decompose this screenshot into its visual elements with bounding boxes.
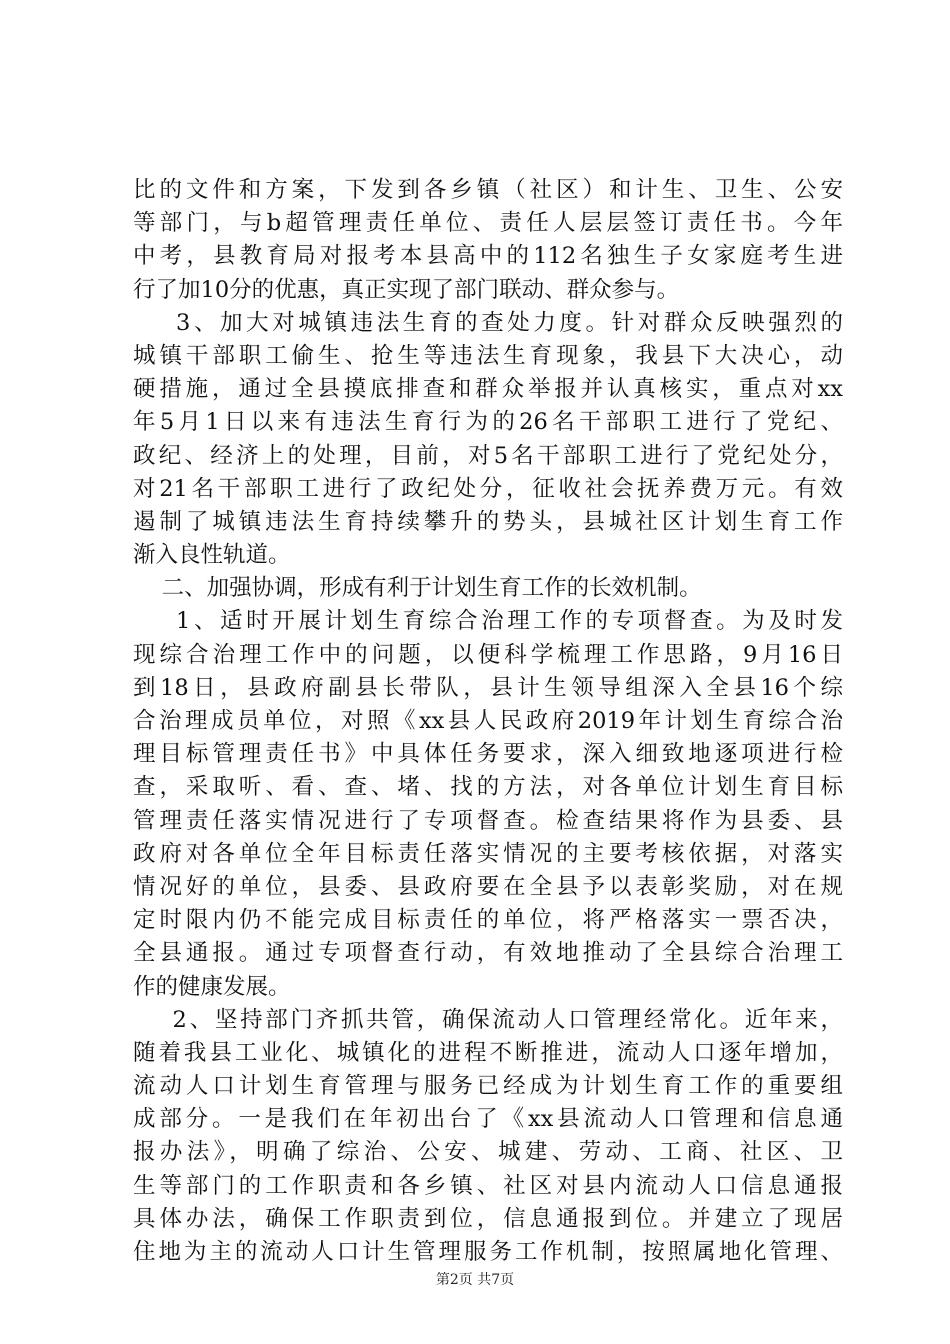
text-line: 到18日，县政府副县长带队，县计生领导组深入全县16个综 bbox=[133, 674, 843, 701]
text-line: 管理责任落实情况进行了专项督查。检查结果将作为县委、县 bbox=[133, 807, 843, 834]
text-line: 对21名干部职工进行了政纪处分，征收社会抚养费万元。有效 bbox=[133, 475, 843, 502]
text-line: 1、适时开展计划生育综合治理工作的专项督查。为及时发 bbox=[133, 608, 843, 635]
text-line: 理目标管理责任书》中具体任务要求，深入细致地逐项进行检 bbox=[133, 741, 843, 768]
text-line: 随着我县工业化、城镇化的进程不断推进，流动人口逐年增加， bbox=[133, 1039, 843, 1066]
text-line: 渐入良性轨道。 bbox=[133, 542, 291, 569]
text-line: 中考，县教育局对报考本县高中的112名独生子女家庭考生进 bbox=[133, 243, 843, 270]
text-line: 二、加强协调，形成有利于计划生育工作的长效机制。 bbox=[133, 575, 702, 602]
text-line: 比的文件和方案，下发到各乡镇（社区）和计生、卫生、公安 bbox=[133, 177, 843, 203]
document-body bbox=[133, 174, 843, 1269]
text-line: 情况好的单位，县委、县政府要在全县予以表彰奖励，对在规 bbox=[133, 873, 843, 900]
text-line: 生等部门的工作职责和各乡镇、社区对县内流动人口信息通报 bbox=[133, 1172, 843, 1199]
text-line: 流动人口计划生育管理与服务已经成为计划生育工作的重要组 bbox=[133, 1073, 843, 1100]
text-line: 城镇干部职工偷生、抢生等违法生育现象，我县下大决心，动 bbox=[133, 342, 843, 369]
text-line: 成部分。一是我们在年初出台了《xx县流动人口管理和信息通 bbox=[133, 1106, 843, 1133]
text-line: 遏制了城镇违法生育持续攀升的势头，县城社区计划生育工作 bbox=[133, 508, 843, 535]
text-line: 硬措施，通过全县摸底排查和群众举报并认真核实，重点对xx bbox=[133, 376, 843, 403]
text-line: 年5月1日以来有违法生育行为的26名干部职工进行了党纪、 bbox=[133, 409, 843, 436]
text-line: 2、坚持部门齐抓共管，确保流动人口管理经常化。近年来， bbox=[133, 1006, 843, 1033]
text-line: 住地为主的流动人口计生管理服务工作机制，按照属地化管理、 bbox=[133, 1239, 843, 1265]
text-line: 行了加10分的优惠，真正实现了部门联动、群众参与。 bbox=[133, 276, 680, 303]
text-line: 合治理成员单位，对照《xx县人民政府2019年计划生育综合治 bbox=[133, 708, 843, 734]
text-line: 政纪、经济上的处理，目前，对5名干部职工进行了党纪处分， bbox=[133, 442, 843, 469]
text-line: 现综合治理工作中的问题，以便科学梳理工作思路，9月16日 bbox=[133, 641, 843, 668]
text-line: 定时限内仍不能完成目标责任的单位，将严格落实一票否决， bbox=[133, 907, 843, 934]
text-line: 政府对各单位全年目标责任落实情况的主要考核依据，对落实 bbox=[133, 840, 843, 867]
text-line: 报办法》，明确了综治、公安、城建、劳动、工商、社区、卫 bbox=[133, 1139, 843, 1166]
text-line: 3、加大对城镇违法生育的查处力度。针对群众反映强烈的 bbox=[133, 309, 843, 336]
text-line: 查，采取听、看、查、堵、找的方法，对各单位计划生育目标 bbox=[133, 774, 843, 801]
page-footer: 第2页 共7页 bbox=[435, 1272, 515, 1288]
text-line: 等部门，与b超管理责任单位、责任人层层签订责任书。今年 bbox=[133, 210, 843, 237]
text-line: 全县通报。通过专项督查行动，有效地推动了全县综合治理工 bbox=[133, 940, 843, 967]
text-line: 作的健康发展。 bbox=[133, 973, 291, 1000]
text-line: 具体办法，确保工作职责到位，信息通报到位。并建立了现居 bbox=[133, 1205, 843, 1232]
